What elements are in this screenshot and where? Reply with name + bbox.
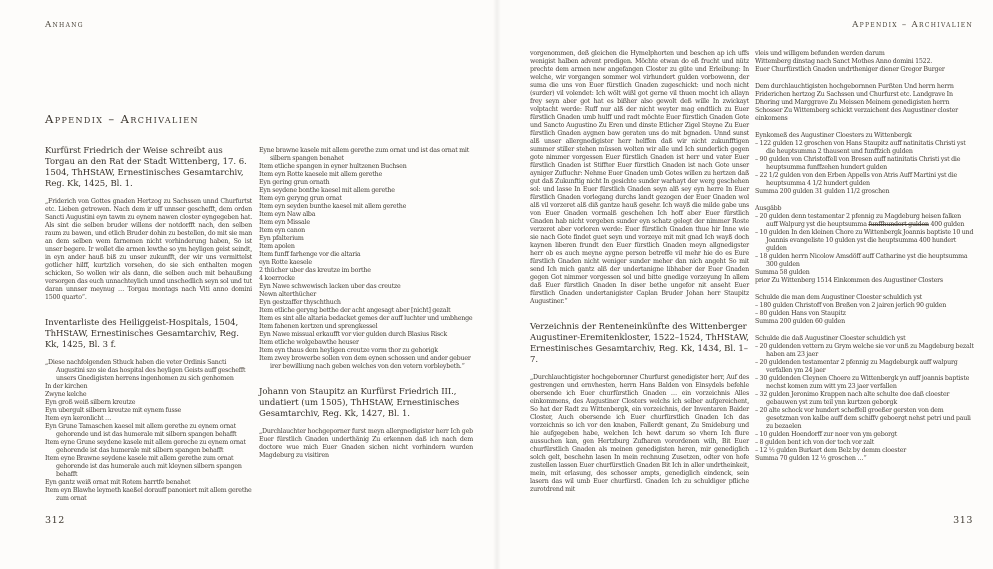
closing-line: Wittemberg dinstag nach Sanct Mothes Anno domini 1522. <box>755 58 933 65</box>
letter-address-block <box>755 83 974 123</box>
running-head-right: Appendix – Archivalien <box>852 20 973 30</box>
debt-item: – 180 gulden Christoff von Breßen von 2 jairen jerlich 90 gulden <box>755 302 947 309</box>
inventory-line: Item etliche wolgebawthe heuser <box>259 339 359 346</box>
income-summa: Summa 200 gulden 31 gulden 11/2 groschen <box>755 188 890 195</box>
debt-item: – 10 gulden Hoendorff zur noer von ym geborgt <box>755 431 898 438</box>
income-items <box>755 140 974 188</box>
owed-by-summa: Summa 70 gulden 12 ½ groschen …“ <box>755 455 867 462</box>
inventory-line: Item eyn keronlicht … <box>45 415 112 422</box>
inventory-line: Zwyne kelche <box>45 391 87 398</box>
expense-item: – 18 gulden herrn Nicolow Amsdöff auff Catharine yst die heuptsumma 300 gulden <box>755 253 968 268</box>
inventory-line: Eyn pfalterium <box>259 235 304 242</box>
strikethrough-text: funffhundert gulden <box>868 221 929 228</box>
inventory-line: Item eyn Missale <box>259 219 310 226</box>
inventory-line: Eyn seydene bonthe kaesel mit allem gerethe <box>259 187 395 194</box>
expense-summa: Summa 58 gulden <box>755 269 810 276</box>
debt-item: – 80 gulden Hans von Staupitz <box>755 310 846 317</box>
right-column-2 <box>755 50 974 472</box>
running-head-left: Anhang <box>45 20 84 30</box>
debt-item: – 12 ½ gulden Burkart dem Belz by demm cloester <box>755 447 907 454</box>
entry-body-torgau-letter: „Friderich von Gottes gnaden Hertzog zu Sachssen unnd Churfurtst etc. Lieben getrewen. Nach dem ir uff unnser geschefft, dem orden Sancti Augustini eyn tawm zu eynem nawen closter eyngegeben hat. Als sint die selben bruder willens der notdorfft nach, den selben raum zu bawen, und etlich Bruder dohin zu bestellen, do mit sie man an dem selben wem farnemen nicht vorhinderung haben, So ist unser begere. Ir wollet die armen lewthe so ym heyligen geist seindt, in eyn ander hauß biß zu unser zukunfft, der wir uns vermittelst gotlicher hilff, kurtzlich vorsehen, do sie sich enthalten mogen schicken, So wollen wir als dann, die selben auch mit behaußung versorgen das euch unnachteylich unnd unschedlich seyn sol und tut daran unnser meynug … Torgau montags nach Viti anno domini 1500 quarto“. <box>45 198 252 301</box>
income-item: – 90 gulden von Christoffell von Bresen auff natinitatis Christi yst die heuptsumma funffzehen hundert gulden <box>755 156 961 171</box>
inventory-line: Eyn groß weiß silbern kreutze <box>45 399 136 406</box>
owed-to-items <box>755 302 974 318</box>
inventory-line: Item eyne Brawne seydene kasele mit allem gerethe zum ornat gehorende ist das humerale auch mit kleynen silbern spangen behafft <box>45 455 242 478</box>
inventory-line: Eyn gering grun ornath <box>259 179 330 186</box>
inventory-line: Eyn gantz weiß ornat mit Rotem harrtfe benahet <box>45 479 191 486</box>
debt-item: – 30 guldenden Cleynen Choere zu Wittenbergk yn auff joannis baptiste nechst komen zum witt ym 23 jaer verfallen <box>755 375 970 390</box>
inventory-line: Eyn Grune Tamaschen kaesel mit allem gerethe zu eynem ornat gehorende und ist das humerale mit silbern spangen behafft <box>45 423 237 438</box>
inventory-line: 4 koerrocke <box>259 275 295 282</box>
inventory-line: Item eyn Rotte kaesele mit allem gerethe <box>259 171 382 178</box>
inventory-line: Item eyn canon <box>259 227 306 234</box>
inventory-line: Item eyn seyden bunthe kaesel mit allem gerethe <box>259 203 407 210</box>
income-item: – 22 1/2 gulden von den Erben Appells von Atris Auff Martini yst die heuptsumma 4 1/2 hundert gulden <box>755 172 958 187</box>
owed-by-items <box>755 343 974 455</box>
address-line: Dem durchlauchtigisten hochgebornnen Furßten Und herrn herrn Friderichen hertzog Zu Sachssen und Churfurst etc. Landgrave In Dhoring und Marggrave Zu Meissen Meinem genedigisten herrn <box>755 83 954 106</box>
left-column-1 <box>45 112 252 503</box>
expense-section-title: Ausgäbb <box>755 205 782 212</box>
inventory-line: „Diese nachfolgenden Sthuck haben die veter Ordinis Sancti Augustini szo sie das hospital des heyligen Geists auff geschefft unsers Gnedigisten herrens ingenhomen zu sich genhomen <box>45 359 246 382</box>
debt-item: – 20 alte schock vor hundert scheffell groeßer gersten von dem gesetzman von kalbe auff dem schiffv geboergt nehst petri und pauli zu bezaelen <box>755 407 971 430</box>
owed-to-section-title: Schulde die man dem Augustiner Cloester schuldich yst <box>755 294 922 301</box>
item-text: 400 gulden <box>928 221 965 228</box>
inventory-line: Item etliche geryng betthe der acht angesagt aber [nicht] gezalt <box>259 307 451 314</box>
inventory-line: Item etliche spangen in eyner hultzenen Buchsen <box>259 163 407 170</box>
inventory-line: Item eyn Blawhe leymeth kaeßel dorauff panoniert mit allem gerethe zum ornat <box>45 487 252 502</box>
debt-item: – 8 gulden bent ich von der toch vor zalt <box>755 439 875 446</box>
expense-section <box>755 205 974 285</box>
income-section <box>755 132 974 196</box>
owed-by-section-title: Schulde die daß Augustiner Cloester schuldich yst <box>755 335 906 342</box>
inventory-line: Newn alterthücher <box>259 291 317 298</box>
staupitz-letter-continuation: vorgenommen, deß gleichen die Hymelphorten und beschen ap ich uffs wenigist halben advent predigen. Möchte etwan do eß frucht und nütz prechte dem armen new angefangen Closter zu güte und Erleibung: In welche, wir vorgangen sommer wol virhundert gulden vorbowenn, der suma die uns von Euer fürstlich Gnaden zugeschickt: und noch nicht (surder) vil volendet: Ich wölt wißl got gerne vil thuen mocht ich allayn frey seyn aber got hat es bißher also gewolt deß wille In zwickayt volptacht werde: Ruff nur alß der nicht weyter mag endtlich zu Euer fürstlich Gnaden umb hulff und radt möchte Euer fürstlich Gnaden Gote und Sancto Augustino Zu Eren und dinste Etlicher Zigel Steyne Zu Euer fürstlich Gnaden aygnen baw geraten uns do mit bgnaden. Unnd sunst alß unser allergnedigister herr helffen daß wir nicht zukunfftigen summer stiller stehen müssen wolten wir alle und Ich sunderlich gegen gote nimmer vorgessen Euer fürstlich Gnaden ist herr und vater Euer fürstlich Gnaden ist Stiffter Euer fürstlich Gnaden ist nach Gote unser ayniger Zufluchr: Nehme Euer Gnaden umb Gotes willen zu hertzen daß gut daß Zukunftig nicht In gesichte sunder warhayt der werg geschehen sol: und lasse In Euer fürstlich Gnaden seyn alß sey eyn herre In Euer fürstlich Gnaden vorlegang durchs landt gezogen der Euer Gnaden wol alß vil vorzeret alß diß gantze hauß gesehr. Ich wayß die milde gabe uns von Euer Gnaden vormalß geschehen Ich hoff aber Euer fürstlich Gnaden hab nicht vorgeben sunder eyn schatz gelegt der nimmer Roste verzeret aber vorloren werde: Euer fürstlich Gnaden thue hir Inne wie sie nach Gote findet guet seyn und vorzeye mit mit gnad Ich wayß doch kaynen liberen frundt den Euer fürstlich Gnaden meyn allgnedigster herr ob es auch meyne aygne person betreffe vil mehr hie do es Eure fürstlich Gnaden nicht weniger sunder meher dan nich angeht So mit send Ich mich gantz alß der undertanigne libhaber der Euer Gnaden gegen Got nimmer vorgessen sol und bitte gnedige vorzeyung In allem daß Euer fürstlich Gnaden In diser bethe ungefor nit anseht Euer fürstlich Gnaden undertanigister Caplan Bruder Johan herr Staupitz Augustiner.“ <box>530 50 749 305</box>
address-line: Schosser Zu Wittemberg schickt verzaichent des Augustiner closter einkomens <box>755 107 958 122</box>
owed-by-cloister-section <box>755 335 974 463</box>
left-column-2 <box>259 147 473 460</box>
inventory-line: Eyn gestzaffer thyschthuch <box>259 299 341 306</box>
entry-body-staupitz-letter-start: „Durchlauchter hochgeporner furst meyn allergnedigister herr Ich geb Euer fürstlich Gnaden underthänig Zu erkennen daß ich nach dem doctore wue mich Euer Gnaden sichen nicht vorhindern wurden Magdeburg zu visitiren <box>259 428 473 459</box>
closing-line: Euer Churfürstlich Gnaden undrtheniger diener Gregor Burger <box>755 66 945 73</box>
inventory-lines-column2 <box>259 147 473 371</box>
expense-note: prior Zu Wittenberg 1514 Einkommen des Augustiner Closters <box>755 277 943 284</box>
inventory-line: 2 thücher uber das kreutze im borthe <box>259 267 371 274</box>
inventory-line: Item fahenen kertzen und sprengkessel <box>259 323 378 330</box>
inventory-line: Item funff farhenge vor die altaria <box>259 251 361 258</box>
entry-heading-torgau-letter: Kurfürst Friedrich der Weise schreibt aus Torgau an den Rat der Stadt Wittenberg, 17. 6. 1504, ThHStAW, Ernestinisches Gesamtarchiv, Reg. Kk, 1425, Bl. 1. <box>45 146 247 189</box>
income-section-title: Eynkomeß des Augustiner Cloesters zu Wittenbergk <box>755 132 912 139</box>
inventory-line: Item zwey browerbe sollen von dem eynen schossen und ander gebuer irer bewilliung nach geben welches von den vetern vorbleybeth.“ <box>259 355 471 370</box>
debt-item: – 32 gulden Jeronimo Krappen nach alte schulte doe daß cloester gebauwen yst zum teil ynn kurtzen geborgk <box>755 391 950 406</box>
inventory-line: Eyne brawne kasele mit allem gerethe zum ornat und ist das ornat mit silbern spangen benahet <box>259 147 470 162</box>
inventory-line: eyn Rotte kaesele <box>259 259 312 266</box>
page-number-right: 313 <box>953 515 973 526</box>
inventory-line: Eyn Nawe schwewisch lacken uber das creutze <box>259 283 401 290</box>
entry-heading-rent-register: Verzeichnis der Renteneinkünfte des Wittenberger Augustiner-Eremitenkloster, 1522–1524, ThHStAW, Ernestinisches Gesamtarchiv, Reg. Kk, 1434, Bl. 1–7. <box>530 322 749 365</box>
income-item: – 122 gulden 12 groschen von Hans Staupitz auff natinitatis Christi yst die heuptsumma 2 thausent und funffzich gulden <box>755 140 966 155</box>
entry-heading-staupitz-letter: Johann von Staupitz an Kurfürst Friedrich III., undatiert (um 1505), ThHStAW, Ernestinisches Gesamtarchiv, Reg. Kk, 1427, Bl. 1. <box>259 387 460 419</box>
page-right <box>497 0 993 569</box>
debt-item: – 20 guldenden vettern zu Grym welche sie vor unß zu Magdeburg bezalt haben am 23 jaer <box>755 343 974 358</box>
inventory-line: Item apolen <box>259 243 295 250</box>
owed-to-cloister-section <box>755 294 974 326</box>
expense-item: – 10 gulden In den kleinen Chore zu Wittenbergk Joannis baptiste 10 und Joannis evangeliste 10 gulden yst die heuptsumma 400 hundert gulden <box>755 229 974 252</box>
inventory-line: Item es sint alle altaria bedacket gemes der auff luchter und umbhenge <box>259 315 473 322</box>
inventory-line: Eyn ubergult silbern kreutze mit eynem fusse <box>45 407 182 414</box>
entry-body-rent-register-start: „Durchlauchtigister hochgebornner Churfurst genedigister herr, Auf des gestrengen und ernvhesten, herrn Hans Balden von Einsydels befehle obersende ich Euer churfürstlich Gnaden … ein vorzeichnis Alles einkommens, des Augustiner Closters welchs ich selber aufgereichent, So hat der Radt zu Wittenbergk, ein vorzeichnis, der Inventaren Baider Closter, Auch obersende ich Euer churfürstlich Gnaden Ich das vorzeichnis so ich vor den knaben, Fallerdt genant, Zu Smideburg und hie aufgegeben habe, welchen Ich hewt darum so vhern Ich flure aussuchen kan, gen Hertzburg Zufharen vorordenen wilh, Bit Euer churfürstlich Gnaden als meinen genedigisten heren, mir genediglich solch gelt, beschehn lasen In mein rechnung Zusetzen, odter von hofe zustellen lassen Euer churfürstlich Gnaden Bit Ich in aller undrtheinkeit, mein, mit erlasung, des schosser ampts, genediglich eindenck, sein lasern das wil umb Euer churfürstl. Gnaden Ich zu schuldiger pfliche zurotdrend mit <box>530 374 749 493</box>
inventory-line: Eyn Nawe missual erkaufft vor vier gulden durch Blasius Risck <box>259 331 447 338</box>
owed-to-summa: Summa 200 gulden 60 gulden <box>755 318 845 325</box>
letter-closing-block <box>755 50 974 74</box>
page-number-left: 312 <box>45 515 65 526</box>
expense-items <box>755 213 974 269</box>
inventory-lines-column1 <box>45 359 252 503</box>
item-text: – 20 gulden denn testamentar 2 pfennig zu Magdeburg heisen falken auff Walpurg yst die heuptsumma <box>755 213 962 228</box>
entry-heading-inventory-hospital: Inventarliste des Heiliggeist-Hospitals, 1504, ThHStAW, Ernestinisches Gesamtarchiv, Reg. Kk, 1425, Bl. 3 f. <box>45 318 239 350</box>
inventory-line: Item eyn thaus dem heyligen creutze vorm thor zu gehorigk <box>259 347 438 354</box>
inventory-line: Item eyn geryng grun ornat <box>259 195 342 202</box>
section-title: Appendix – Archivalien <box>45 112 199 126</box>
expense-item <box>755 213 974 229</box>
inventory-line: In der kirchen <box>45 383 88 390</box>
closing-line: vleis und willigem befunden werden darum <box>755 50 885 57</box>
inventory-line: Item eyn Naw alba <box>259 211 316 218</box>
debt-item: – 20 guldenden testamentar 2 pfennig zu Magdeburgk auff walpurg verfallen ym 24 jaer <box>755 359 958 374</box>
inventory-line: Item eyne Grune seydene kasele mit allem gereche zu eynem ornat gehorende ist das humerale mit silbern spangen behafft <box>45 439 246 454</box>
right-column-1 <box>530 50 749 494</box>
